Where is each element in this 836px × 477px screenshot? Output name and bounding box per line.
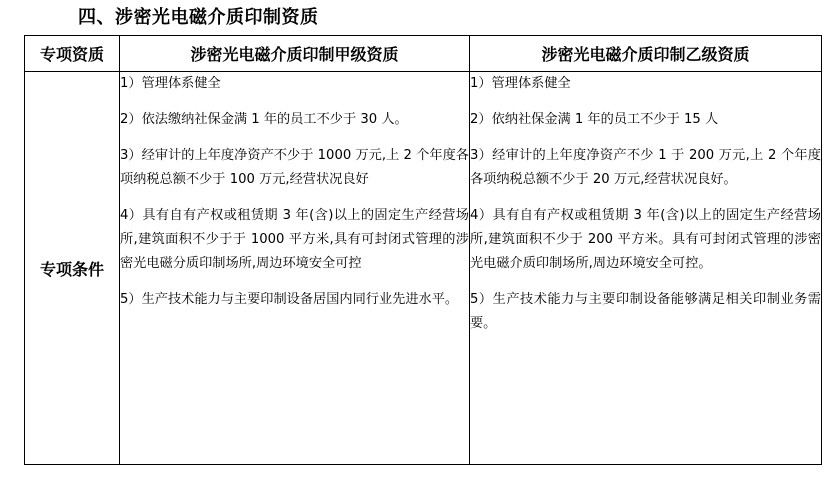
list-item: 4）具有自有产权或租赁期 3 年(含)以上的固定生产经营场所,建筑面积不少于 200 平方米。具有可封闭式管理的涉密光电磁介质印制场所,周边环境安全可控。	[470, 208, 821, 271]
grade-a-conditions	[120, 72, 470, 465]
list-item: 1）管理体系健全	[120, 76, 221, 91]
row-label-conditions: 专项条件	[25, 72, 120, 465]
section-title: 四、涉密光电磁介质印制资质	[78, 7, 319, 28]
list-item: 4）具有自有产权或租赁期 3 年(含)以上的固定生产经营场所,建筑面积不少于于 1000 平方米,具有可封闭式管理的涉密光电磁分质印制场所,周边环境安全可控	[120, 208, 469, 271]
list-item: 5）生产技术能力与主要印制设备能够满足相关印制业务需要。	[470, 292, 821, 331]
list-item: 5）生产技术能力与主要印制设备居国内同行业先进水平。	[120, 292, 459, 307]
qualification-table	[24, 35, 822, 465]
table-header-row	[25, 36, 822, 72]
header-grade-b: 涉密光电磁介质印制乙级资质	[470, 36, 822, 72]
list-item: 2）依纳社保金满 1 年的员工不少于 15 人	[470, 112, 719, 127]
header-qualification-type: 专项资质	[25, 36, 120, 72]
list-item: 2）依法缴纳社保金满 1 年的员工不少于 30 人。	[120, 112, 408, 127]
header-grade-a: 涉密光电磁介质印制甲级资质	[120, 36, 470, 72]
list-item: 1）管理体系健全	[470, 76, 571, 91]
grade-b-conditions	[470, 72, 822, 465]
list-item: 3）经审计的上年度净资产不少 1 于 200 万元,上 2 个年度各项纳税总额不少于 20 万元,经营状况良好。	[470, 148, 821, 187]
list-item: 3）经审计的上年度净资产不少于 1000 万元,上 2 个年度各项纳税总额不少于 100 万元,经营状况良好	[120, 148, 469, 187]
table-row	[25, 72, 822, 465]
